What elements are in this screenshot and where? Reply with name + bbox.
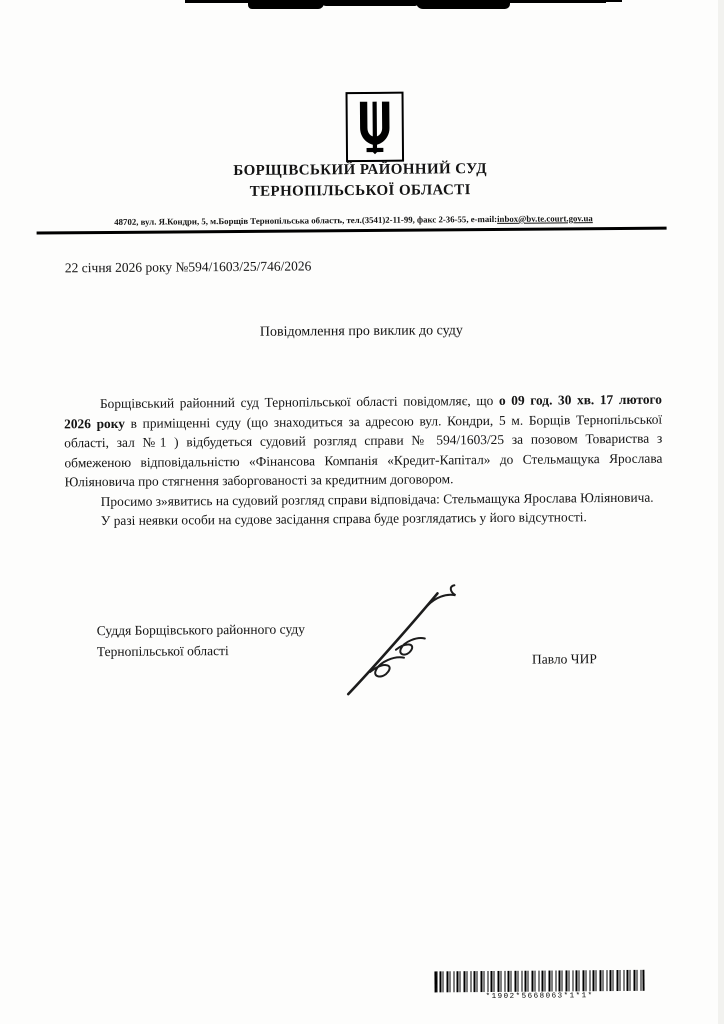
- scan-ink-blob: [508, 0, 606, 3]
- court-name: [0, 157, 722, 205]
- registration-barcode: [434, 970, 644, 1002]
- paragraph-3: У разі неявки особи на судове засідання справа буде розглядатись у його відсутності.: [100, 509, 587, 529]
- paragraph-1-start: Борщівський районний суд Тернопільської області повідомляє, що: [99, 392, 500, 412]
- paragraph-1-bold: о 09 год. 30 хв. 17 лютого 2026 року: [64, 391, 662, 431]
- scan-ink-blob: [322, 0, 418, 6]
- paragraph-1-rest: в приміщенні суду (що знаходиться за адресою вул. Кондри, 5 м. Борщів Тернопільської області, зал №1 ) відбудеться судовий розгляд справи № 594/1603/25 за позовом Товариства з обмеженою відповідальністю «Фінансова Компанія «Кредит-Капітал» до Стельмащука Ярослава Юліяновича про стягнення заборгованості за кредитним договором.: [64, 411, 663, 490]
- judge-title: [97, 618, 306, 662]
- barcode-text: *1902*5668063*1*1*: [485, 992, 594, 1002]
- judge-title-line2: Тернопільської області: [96, 643, 229, 660]
- court-name-line1: БОРЩІВСЬКИЙ РАЙОННИЙ СУД: [233, 161, 487, 180]
- handwritten-signature: [329, 579, 470, 700]
- scan-ink-blob: [604, 0, 622, 2]
- scan-ink-blob: [248, 0, 324, 9]
- scan-ink-blob: [416, 0, 510, 9]
- letterhead-address: [40, 213, 666, 228]
- date-and-case-number: 22 січня 2026 року №594/1603/25/746/2026: [64, 258, 312, 276]
- address-email: inbox@bv.te.court.gov.ua: [497, 213, 593, 224]
- paragraph-2: Просимо з»явитись на судовий розгляд справи відповідача: Стельмащука Ярослава Юліяновича.: [100, 489, 654, 509]
- scan-top-artifact: [0, 0, 724, 14]
- court-name-line2: ТЕРНОПІЛЬСЬКОЇ ОБЛАСТІ: [249, 182, 471, 200]
- document-body: [64, 390, 663, 531]
- judge-name: Павло ЧИР: [531, 651, 597, 667]
- document-title: Повідомлення про виклик до суду: [259, 323, 463, 340]
- address-text: 48702, вул. Я.Кондри, 5, м.Борщів Тернопільська область, тел.(3541)2-11-99, факс 2-36-55, e-mail:: [114, 213, 498, 227]
- paragraph-1: [64, 390, 663, 492]
- letterhead-divider: [37, 227, 667, 235]
- judge-title-line1: Суддя Борщівського районного суду: [96, 621, 306, 639]
- scan-ink-blob: [185, 0, 251, 3]
- barcode-bars: [434, 970, 644, 993]
- ukraine-trident-icon: [354, 99, 396, 155]
- coat-of-arms-box: [346, 92, 405, 162]
